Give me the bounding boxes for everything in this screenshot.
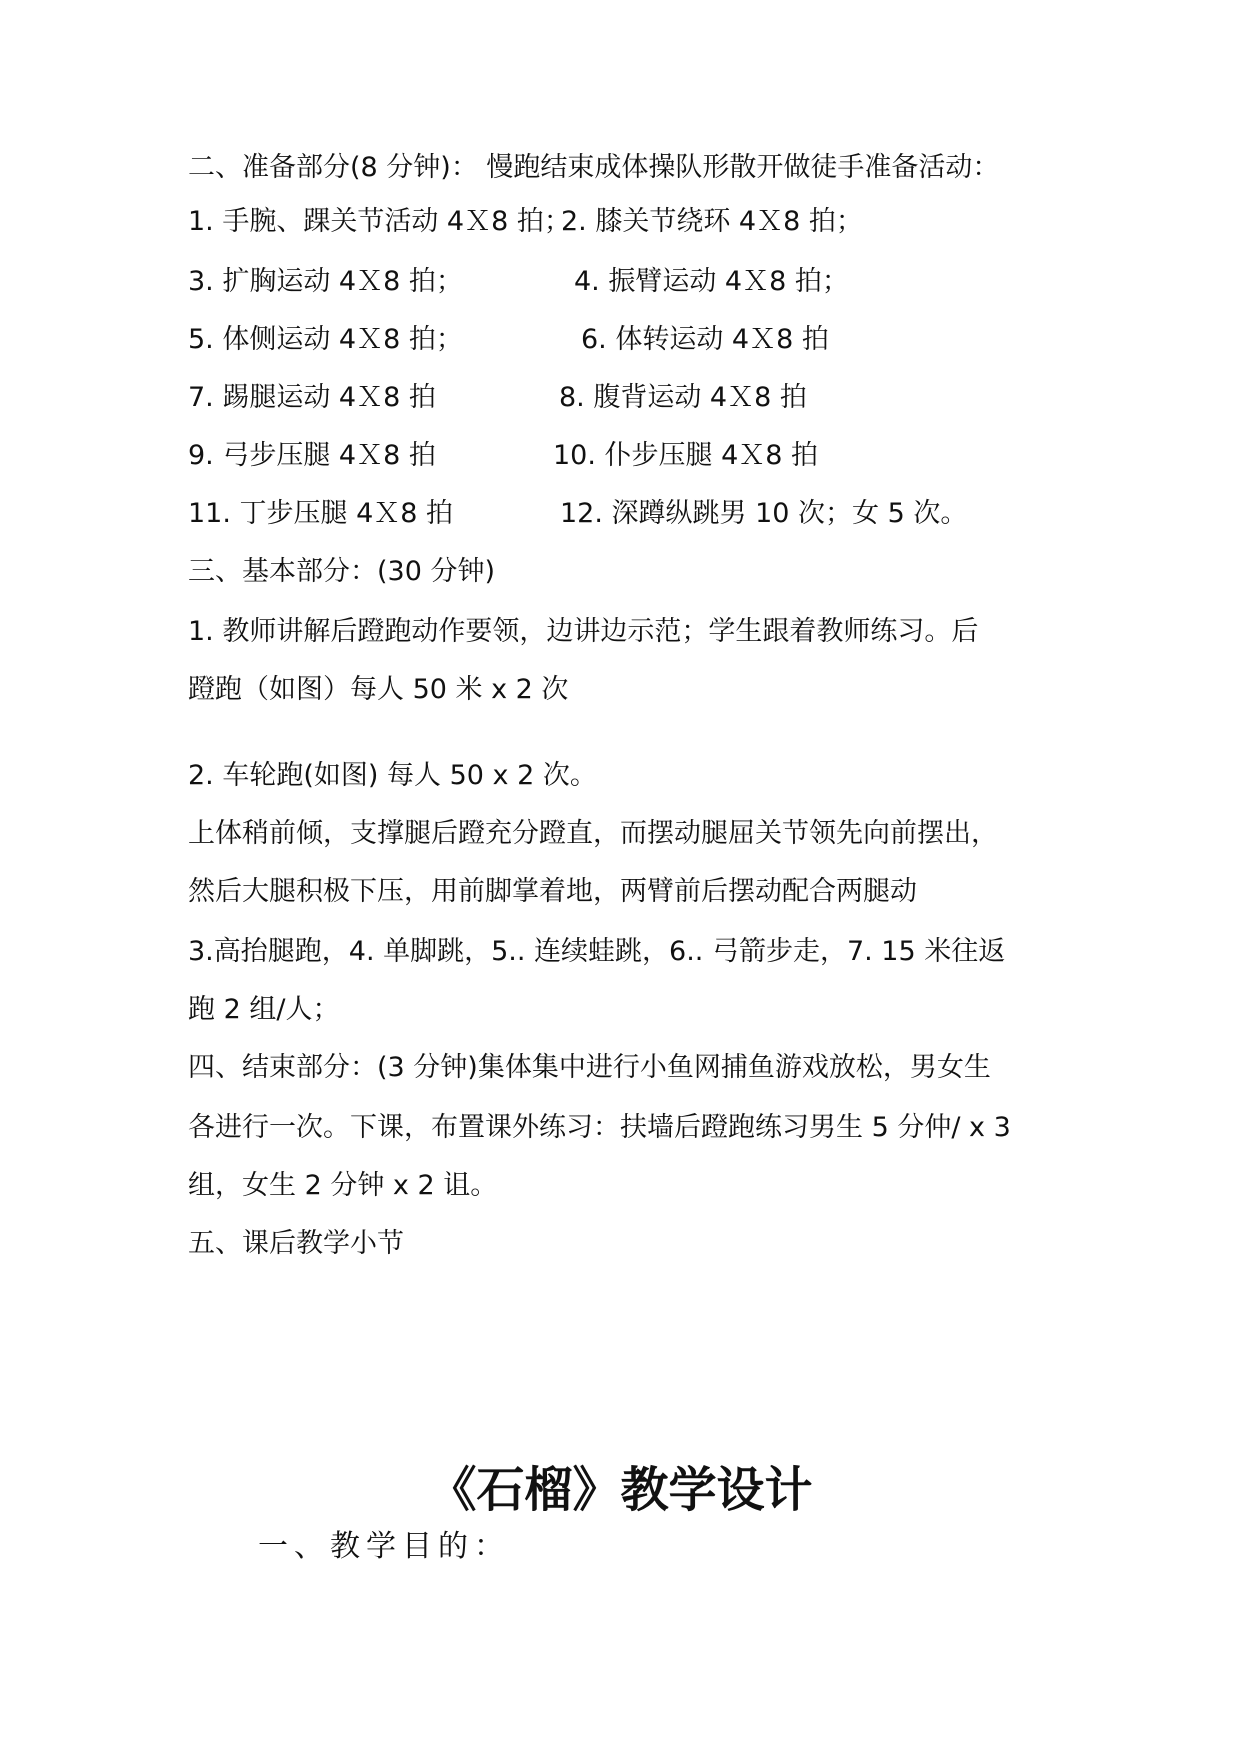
basic-desc-line1: 上体稍前倾，支撑腿后蹬充分蹬直，而摆动腿屈关节领先向前摆出， <box>188 818 998 849</box>
exercise-row <box>188 438 819 474</box>
exercise-left: 9. 弓步压腿 4Ｘ8 拍 <box>188 440 436 471</box>
basic-item-2: 2. 车轮跑(如图) 每人 50 x 2 次。 <box>188 760 597 791</box>
teaching-goals-heading: 一、教学目的： <box>258 1529 510 1564</box>
basic-item-3-line2: 跑 2 组/人； <box>188 994 340 1025</box>
exercise-right: 10. 仆步压腿 4Ｘ8 拍 <box>553 440 819 471</box>
summary-heading: 五、课后教学小节 <box>188 1228 404 1259</box>
exercise-row <box>188 322 829 358</box>
basic-item-3-line1: 3.高抬腿跑，4. 单脚跳，5.. 连续蛙跳，6.. 弓箭步走，7. 15 米往返 <box>188 936 1006 967</box>
exercise-row <box>188 380 807 416</box>
exercise-left: 11. 丁步压腿 4Ｘ8 拍 <box>188 498 454 529</box>
basic-desc-line2: 然后大腿积极下压，用前脚掌着地，两臂前后摆动配合两腿动 <box>188 876 917 907</box>
basic-item-1-line2: 蹬跑（如图）每人 50 米 x 2 次 <box>188 674 569 705</box>
end-section-line1: 四、结束部分：(3 分钟)集体集中进行小鱼网捕鱼游戏放松，男女生 <box>188 1052 991 1083</box>
exercise-left: 1. 手腕、踝关节活动 4Ｘ8 拍； <box>188 206 571 237</box>
end-section-line3: 组，女生 2 分钟 x 2 诅。 <box>188 1170 498 1201</box>
end-section-line2: 各进行一次。下课，布置课外练习：扶墙后蹬跑练习男生 5 分仲/ x 3 <box>188 1112 1011 1143</box>
exercise-row <box>188 496 968 532</box>
exercise-right: 2. 膝关节绕环 4Ｘ8 拍； <box>561 206 863 237</box>
exercise-right: 4. 振臂运动 4Ｘ8 拍； <box>574 266 849 297</box>
exercise-right: 6. 体转运动 4Ｘ8 拍 <box>581 324 829 355</box>
exercise-row <box>188 204 863 240</box>
exercise-left: 3. 扩胸运动 4Ｘ8 拍； <box>188 266 463 297</box>
basic-heading: 三、基本部分：(30 分钟) <box>188 556 496 587</box>
exercise-right: 8. 腹背运动 4Ｘ8 拍 <box>559 382 807 413</box>
exercise-left: 5. 体侧运动 4Ｘ8 拍； <box>188 324 463 355</box>
prep-heading: 二、准备部分(8 分钟)： 慢跑结束成体操队形散开做徒手准备活动： <box>188 152 1000 183</box>
exercise-left: 7. 踢腿运动 4Ｘ8 拍 <box>188 382 436 413</box>
exercise-right: 12. 深蹲纵跳男 10 次；女 5 次。 <box>560 498 968 529</box>
exercise-row <box>188 264 849 300</box>
document-title: 《石榴》教学设计 <box>428 1462 813 1518</box>
basic-item-1-line1: 1. 教师讲解后蹬跑动作要领，边讲边示范；学生跟着教师练习。后 <box>188 616 979 647</box>
